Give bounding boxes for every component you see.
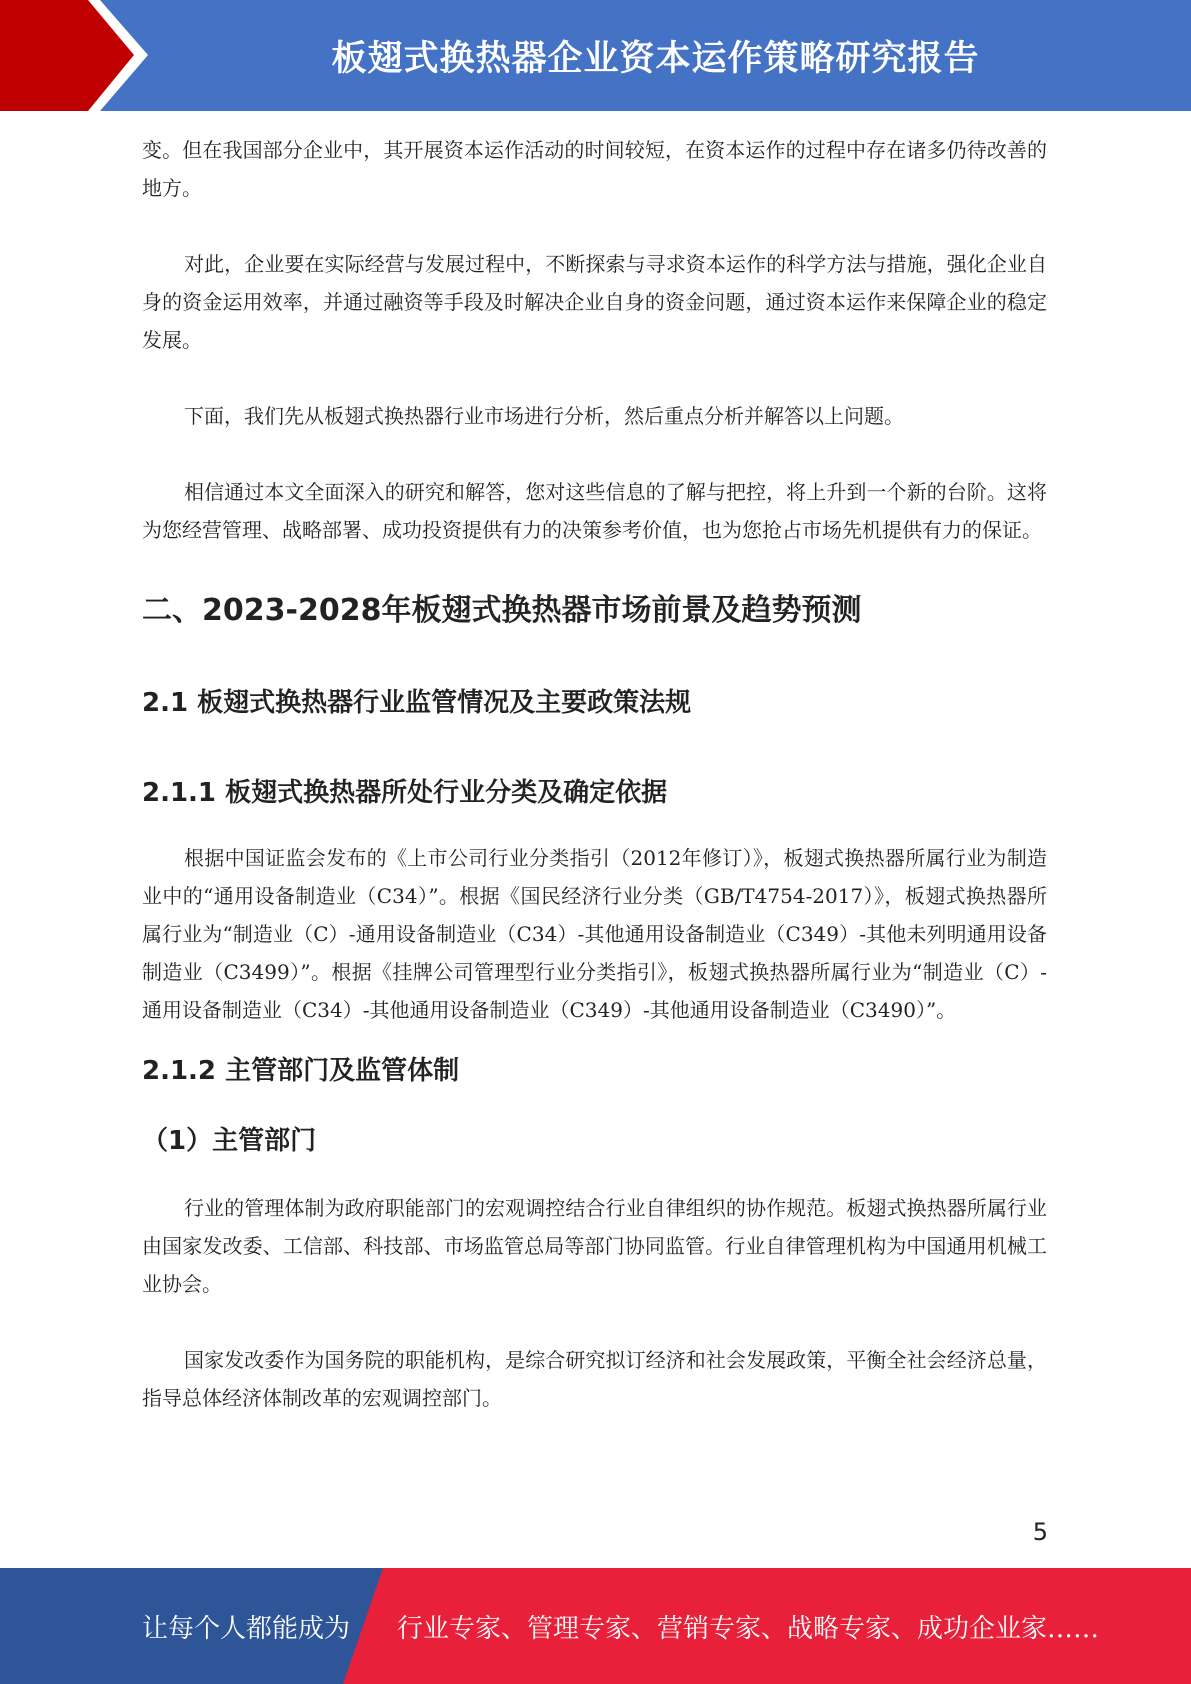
paragraph: 根据中国证监会发布的《上市公司行业分类指引（2012年修订）》，板翅式换热器所属行业为制造业中的“通用设备制造业（C34）”。根据《国民经济行业分类（GB/T4754-2017）》，板翅式换热器所属行业为“制造业（C）-通用设备制造业（C34）-其他通用设备制造业（C349）-其他未列明通用设备制造业（C3499）”。根据《挂牌公司管理型行业分类指引》，板翅式换热器所属行业为“制造业（C）-通用设备制造业（C34）-其他通用设备制造业（C349）-其他通用设备制造业（C3490）”。 — [142, 846, 1047, 1022]
subsection-heading: 2.1 板翅式换热器行业监管情况及主要政策法规 — [142, 688, 692, 718]
report-title: 板翅式换热器企业资本运作策略研究报告 — [331, 38, 980, 79]
red-arrow-decoration — [0, 0, 160, 111]
subsubsection-heading: 2.1.1 板翅式换热器所处行业分类及确定依据 — [142, 778, 668, 808]
section-heading: 二、2023-2028年板翅式换热器市场前景及趋势预测 — [142, 593, 862, 628]
footer-slogan-left: 让每个人都能成为 — [142, 1613, 351, 1644]
paragraph: 国家发改委作为国务院的职能机构，是综合研究拟订经济和社会发展政策，平衡全社会经济总量，指导总体经济体制改革的宏观调控部门。 — [142, 1348, 1047, 1410]
page-header — [0, 0, 1191, 111]
footer-slogan-right: 行业专家、管理专家、营销专家、战略专家、成功企业家…… — [397, 1613, 1100, 1644]
paragraph: 下面，我们先从板翅式换热器行业市场进行分析，然后重点分析并解答以上问题。 — [184, 404, 904, 428]
paragraph: 相信通过本文全面深入的研究和解答，您对这些信息的了解与把控，将上升到一个新的台阶。这将为您经营管理、战略部署、成功投资提供有力的决策参考价值，也为您抢占市场先机提供有力的保证。 — [142, 480, 1047, 542]
paragraph: 对此，企业要在实际经营与发展过程中，不断探索与寻求资本运作的科学方法与措施，强化企业自身的资金运用效率，并通过融资等手段及时解决企业自身的资金问题，通过资本运作来保障企业的稳定发展。 — [142, 252, 1047, 352]
item-heading: （1）主管部门 — [142, 1126, 317, 1156]
paragraph: 变。但在我国部分企业中，其开展资本运作活动的时间较短，在资本运作的过程中存在诸多仍待改善的地方。 — [142, 138, 1047, 200]
page-number: 5 — [1032, 1518, 1048, 1546]
document-body — [142, 131, 1047, 1417]
subsubsection-heading: 2.1.2 主管部门及监管体制 — [142, 1056, 460, 1086]
page-footer — [0, 1568, 1191, 1684]
paragraph: 行业的管理体制为政府职能部门的宏观调控结合行业自律组织的协作规范。板翅式换热器所属行业由国家发改委、工信部、科技部、市场监管总局等部门协同监管。行业自律管理机构为中国通用机械工业协会。 — [142, 1196, 1047, 1296]
